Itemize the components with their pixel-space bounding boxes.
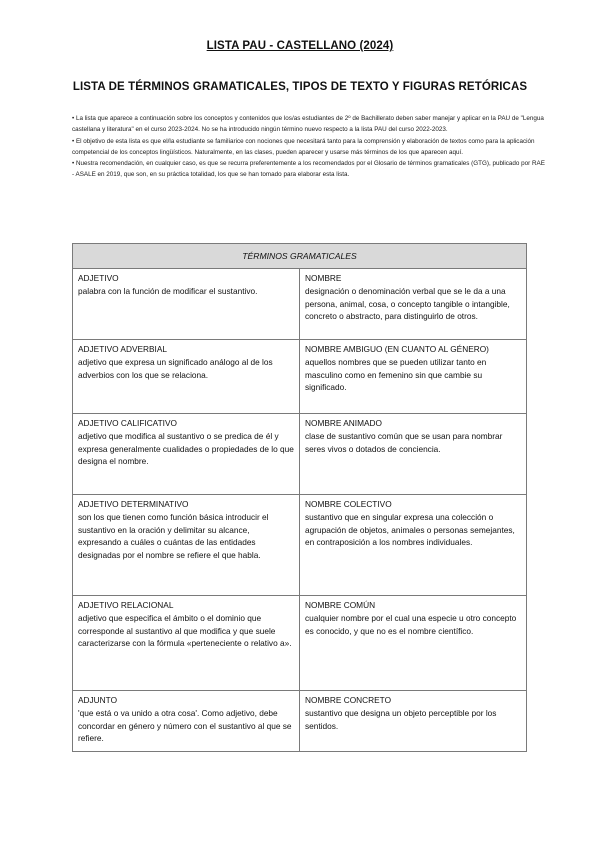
term-cell bbox=[73, 269, 300, 340]
table-row bbox=[73, 691, 527, 752]
term-name: ADJUNTO bbox=[78, 695, 118, 705]
table-row bbox=[73, 414, 527, 495]
term-name: NOMBRE COLECTIVO bbox=[305, 499, 392, 509]
term-definition: adjetivo que modifica al sustantivo o se predica de él y expresa generalmente cualidades o propiedades de lo que designa el nombre. bbox=[78, 430, 294, 467]
table-row bbox=[73, 596, 527, 691]
term-definition: cualquier nombre por el cual una especie u otro concepto es conocido, y que no es el nombre científico. bbox=[305, 612, 517, 636]
term-name: ADJETIVO RELACIONAL bbox=[78, 600, 174, 610]
term-name: ADJETIVO DETERMINATIVO bbox=[78, 499, 189, 509]
term-cell bbox=[300, 269, 527, 340]
table-row bbox=[73, 340, 527, 414]
term-cell bbox=[73, 495, 300, 596]
term-cell bbox=[73, 340, 300, 414]
document-title: LISTA PAU - CASTELLANO (2024) bbox=[206, 40, 394, 52]
table-row bbox=[73, 495, 527, 596]
term-definition: adjetivo que expresa un significado análogo al de los adverbios con los que se relaciona. bbox=[78, 356, 273, 380]
term-definition: clase de sustantivo común que se usan para nombrar seres vivos o dotados de conciencia. bbox=[305, 430, 503, 454]
term-name: NOMBRE CONCRETO bbox=[305, 695, 392, 705]
term-cell bbox=[73, 414, 300, 495]
grammar-terms-table bbox=[72, 243, 527, 752]
term-cell bbox=[300, 596, 527, 691]
term-definition: 'que está o va unido a otra cosa'. Como adjetivo, debe concordar en género y número con el sustantivo al que se refiere. bbox=[78, 707, 292, 744]
term-definition: aquellos nombres que se pueden utilizar tanto en masculino como en femenino sin que cambie su significado. bbox=[305, 356, 487, 393]
term-definition: sustantivo que en singular expresa una colección o agrupación de objetos, animales o personas semejantes, en contraposición a los nombres individuales. bbox=[305, 511, 515, 548]
term-cell bbox=[73, 691, 300, 752]
term-cell bbox=[300, 495, 527, 596]
term-name: NOMBRE ANIMADO bbox=[305, 418, 382, 428]
term-definition: adjetivo que especifica el ámbito o el dominio que corresponde al sustantivo al que modifica y que suele caracterizarse con la fórmula «perteneciente o relativo a». bbox=[78, 612, 292, 649]
intro-paragraph: • Nuestra recomendación, en cualquier caso, es que se recurra preferentemente a los recomendados por el Glosario de términos gramaticales (GTG), publicado por RAE - ASALE en 2019, que son, en su práctica totalidad, los que se han tomado para elaborar esta lista. bbox=[72, 160, 545, 179]
table-header-row bbox=[73, 244, 527, 269]
term-name: ADJETIVO CALIFICATIVO bbox=[78, 418, 177, 428]
term-definition: son los que tienen como función básica introducir el sustantivo en la oración y delimitar su alcance, expresando a cuáles o cuántas de las entidades designadas por el nombre se refiere el que habla. bbox=[78, 511, 269, 561]
term-cell bbox=[300, 340, 527, 414]
term-definition: palabra con la función de modificar el sustantivo. bbox=[78, 285, 258, 296]
term-name: ADJETIVO bbox=[78, 273, 119, 283]
term-name: NOMBRE AMBIGUO (EN CUANTO AL GÉNERO) bbox=[305, 344, 489, 354]
term-cell bbox=[73, 596, 300, 691]
intro-paragraph: • La lista que aparece a continuación sobre los conceptos y contenidos que los/as estudiantes de 2º de Bachillerato deben saber manejar y aplicar en la PAU de "Lengua castellana y literatura" en el curso 2023-2024. No se ha introducido ningún término nuevo respecto a la lista PAU del curso 2022-2023. bbox=[72, 115, 544, 134]
term-name: NOMBRE bbox=[305, 273, 342, 283]
document-subtitle: LISTA DE TÉRMINOS GRAMATICALES, TIPOS DE TEXTO Y FIGURAS RETÓRICAS bbox=[72, 81, 528, 93]
table-header: TÉRMINOS GRAMATICALES bbox=[73, 244, 527, 269]
term-cell bbox=[300, 691, 527, 752]
term-name: NOMBRE COMÚN bbox=[305, 600, 376, 610]
term-name: ADJETIVO ADVERBIAL bbox=[78, 344, 167, 354]
intro-paragraph: • El objetivo de esta lista es que el/la estudiante se familiarice con nociones que necesitará tanto para la comprensión y elaboración de textos como para la aplicación competencial de los conceptos lingüísticos. Naturalmente, en las clases, pueden aparecer y usarse más términos de los que aparecen aquí. bbox=[72, 137, 535, 156]
term-definition: designación o denominación verbal que se le da a una persona, animal, cosa, o concepto tangible o intangible, concreto o abstracto, para distinguirlo de otros. bbox=[305, 285, 510, 322]
intro-notes bbox=[72, 113, 548, 181]
table-row bbox=[73, 269, 527, 340]
term-cell bbox=[300, 414, 527, 495]
term-definition: sustantivo que designa un objeto perceptible por los sentidos. bbox=[305, 707, 497, 731]
